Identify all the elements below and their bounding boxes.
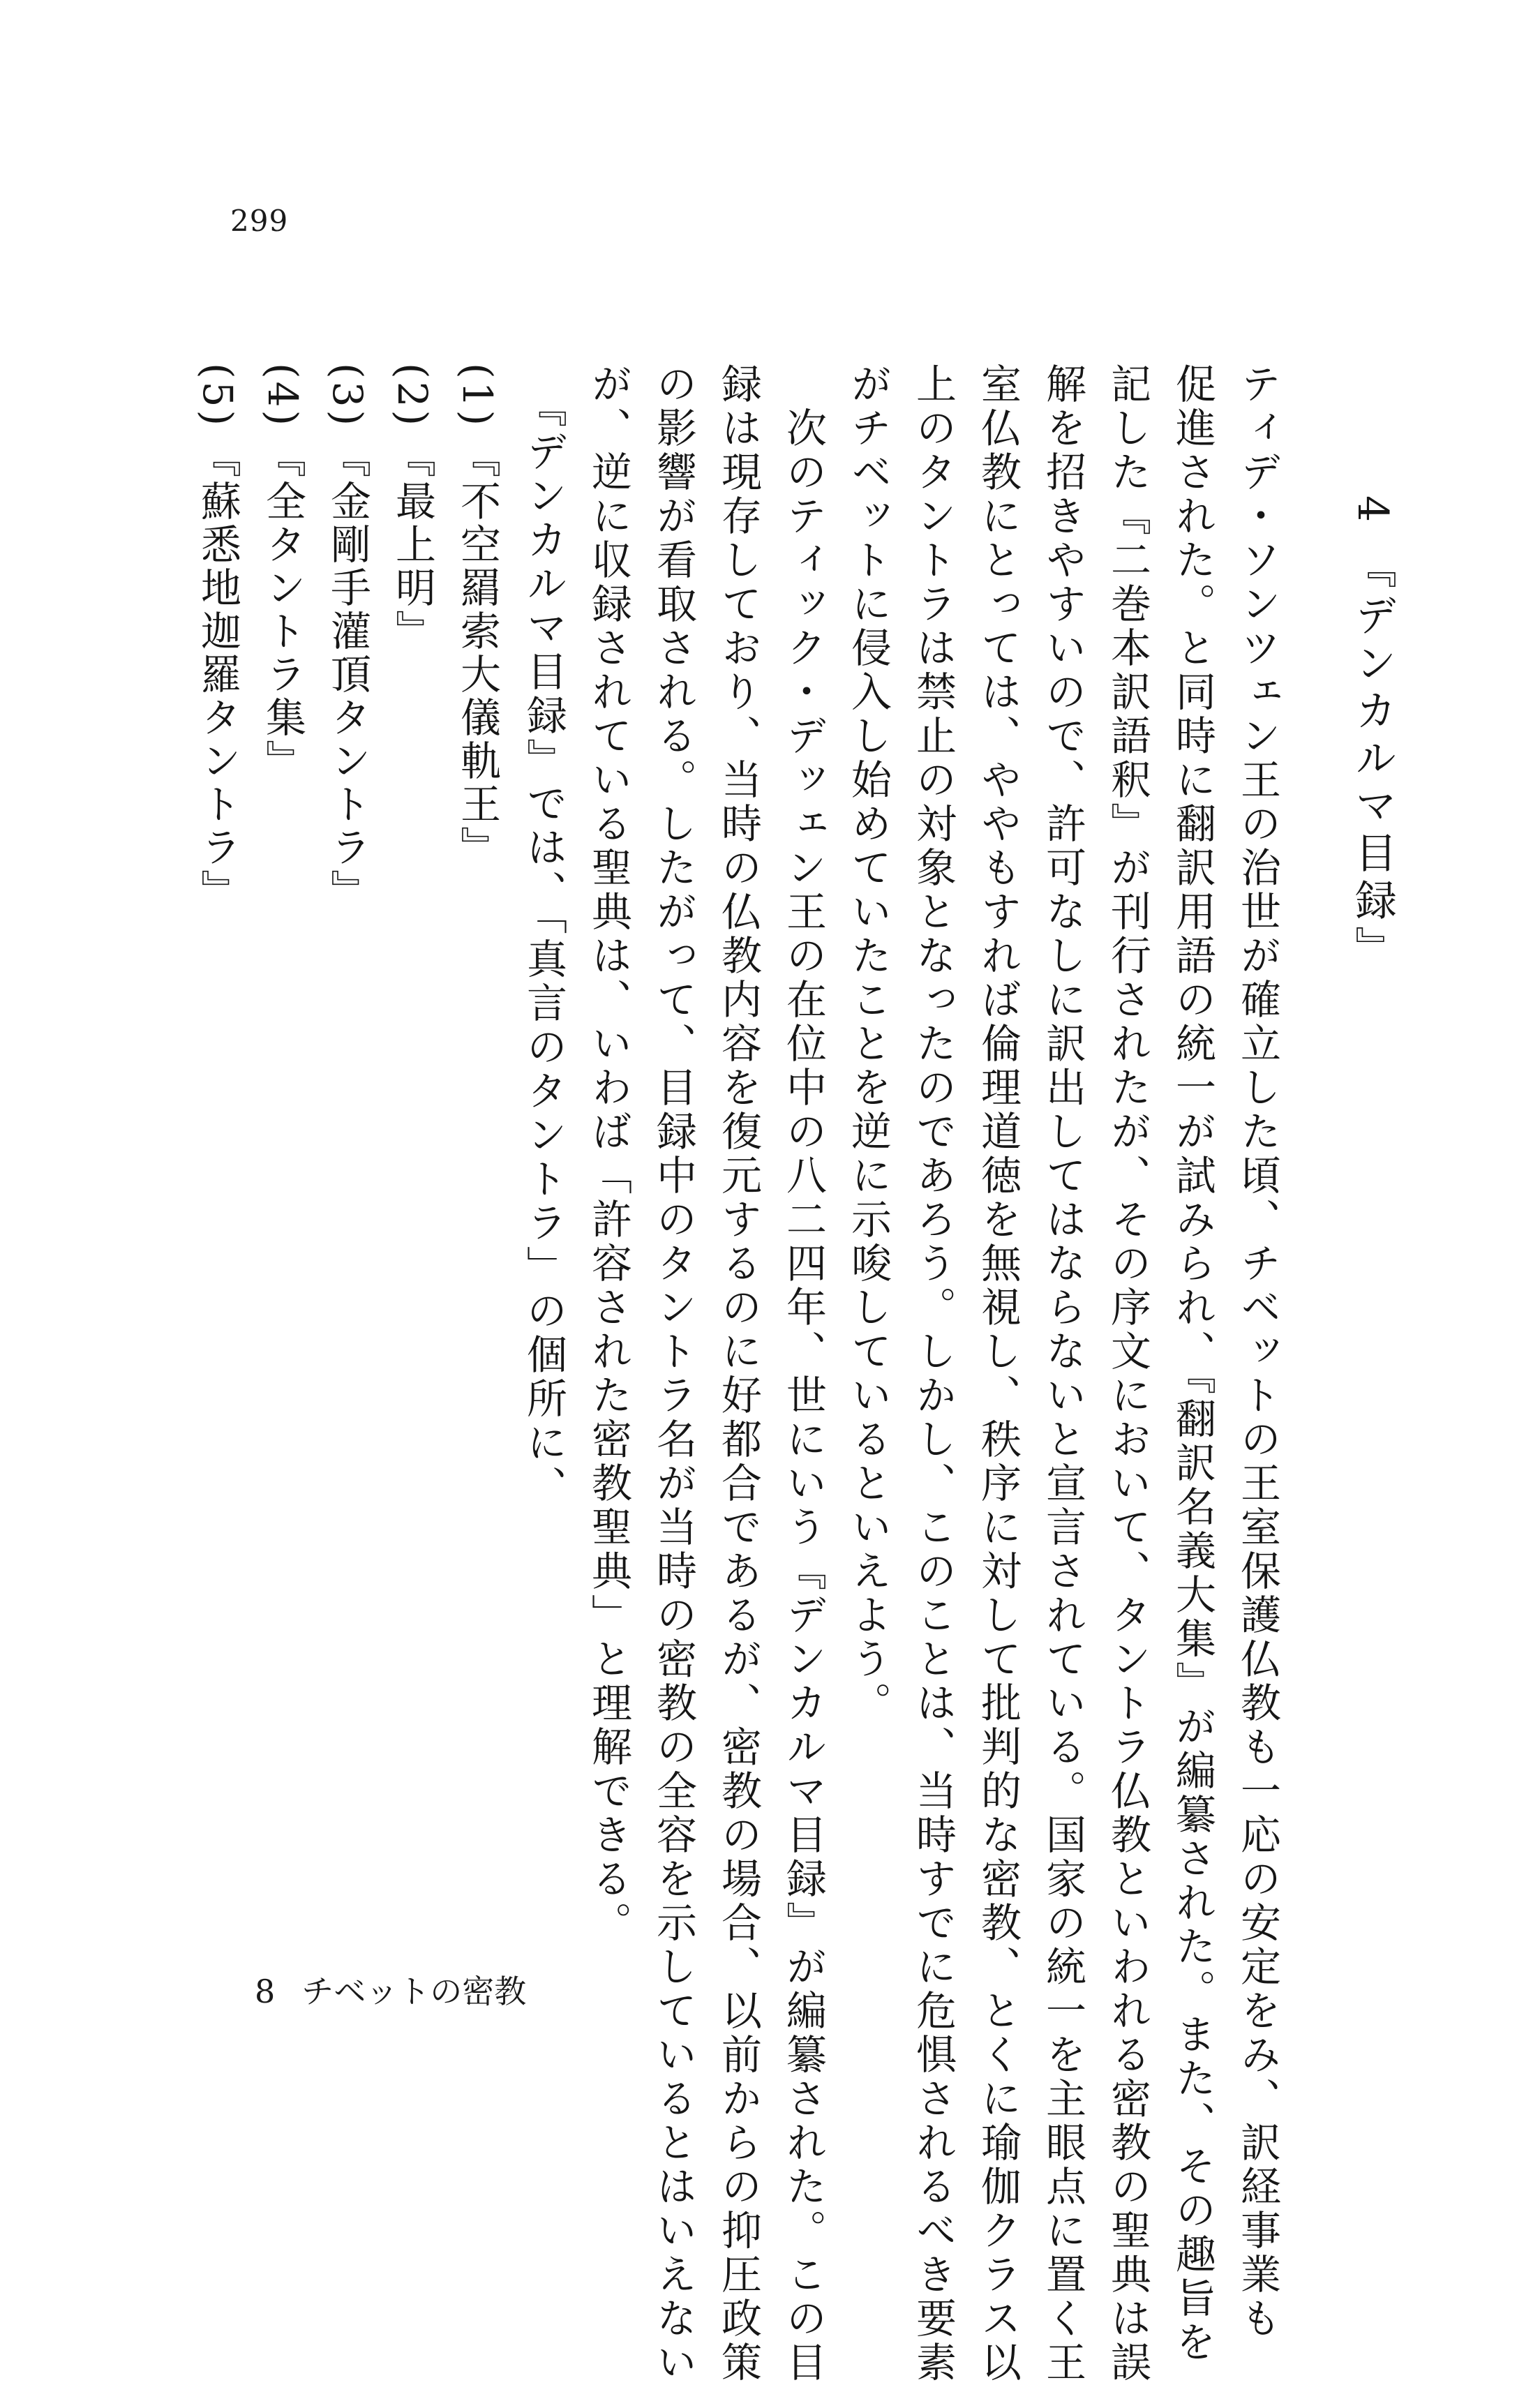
list-item-text: 『全タントラ集』 [259,437,306,784]
body-column: 録は現存しており、当時の仏教内容を復元するのに好都合であるが、密教の場合、以前からの抑圧政策 [715,363,762,2385]
list-item-text: 『最上明』 [389,437,436,654]
body-column: 室仏教にとっては、ややもすれば倫理道徳を無視し、秩序に対して批判的な密教、とくに瑜伽クラス以 [974,363,1022,2385]
chapter-title: チベットの密教 [301,1973,527,2010]
list-item-number: (1) [454,363,501,429]
list-item [389,363,436,654]
list-item-number: (4) [259,363,306,429]
list-item [454,363,501,870]
chapter-number: 8 [255,1973,276,2010]
body-column: 記した『二巻本訳語釈』が刊行されたが、その序文において、タントラ仏教といわれる密教の聖典は誤 [1104,363,1151,2385]
body-column: 次のティック・デッェン王の在位中の八二四年、世にいう『デンカルマ目録』が編纂された。この目 [779,363,827,2385]
body-column: が、逆に収録されている聖典は、いわば「許容された密教聖典」と理解できる。 [585,363,632,1945]
body-column: がチベットに侵入し始めていたことを逆に示唆しているといえよう。 [844,363,892,1726]
list-item [324,363,371,913]
list-item-number: (5) [194,363,241,429]
body-column: ティデ・ソンツェン王の治世が確立した頃、チベットの王室保護仏教も一応の安定をみ、訳経事業も [1234,363,1281,2341]
section-title: 『デンカルマ目録』 [1348,546,1397,974]
body-column: 『デンカルマ目録』では、「真言のタントラ」の個所に、 [520,363,567,1509]
page-number: 299 [230,204,289,238]
body-column: 促進された。と同時に翻訳用語の統一が試みられ、『翻訳名義大集』が編纂された。また、その趣旨を [1169,363,1216,2365]
list-item-number: (2) [389,363,436,429]
list-item-number: (3) [324,363,371,429]
list-item-text: 『金剛手灌頂タントラ』 [324,437,371,913]
body-column: 上のタントラは禁止の対象となったのであろう。しかし、このことは、当時すでに危惧されるべき要素 [909,363,957,2385]
section-number: 4 [1348,495,1397,528]
body-column: の影響が看取される。したがって、目録中のタントラ名が当時の密教の全容を示しているとはいえない [650,363,697,2385]
section-heading [1348,495,1397,974]
list-item-text: 『蘇悉地迦羅タントラ』 [194,437,241,913]
list-item-text: 『不空羂索大儀軌王』 [454,437,501,870]
list-item [259,363,306,784]
list-item [194,363,241,913]
body-column: 解を招きやすいので、許可なしに訳出してはならないと宣言されている。国家の統一を主眼点に置く王 [1039,363,1086,2385]
footer [255,1966,526,2012]
